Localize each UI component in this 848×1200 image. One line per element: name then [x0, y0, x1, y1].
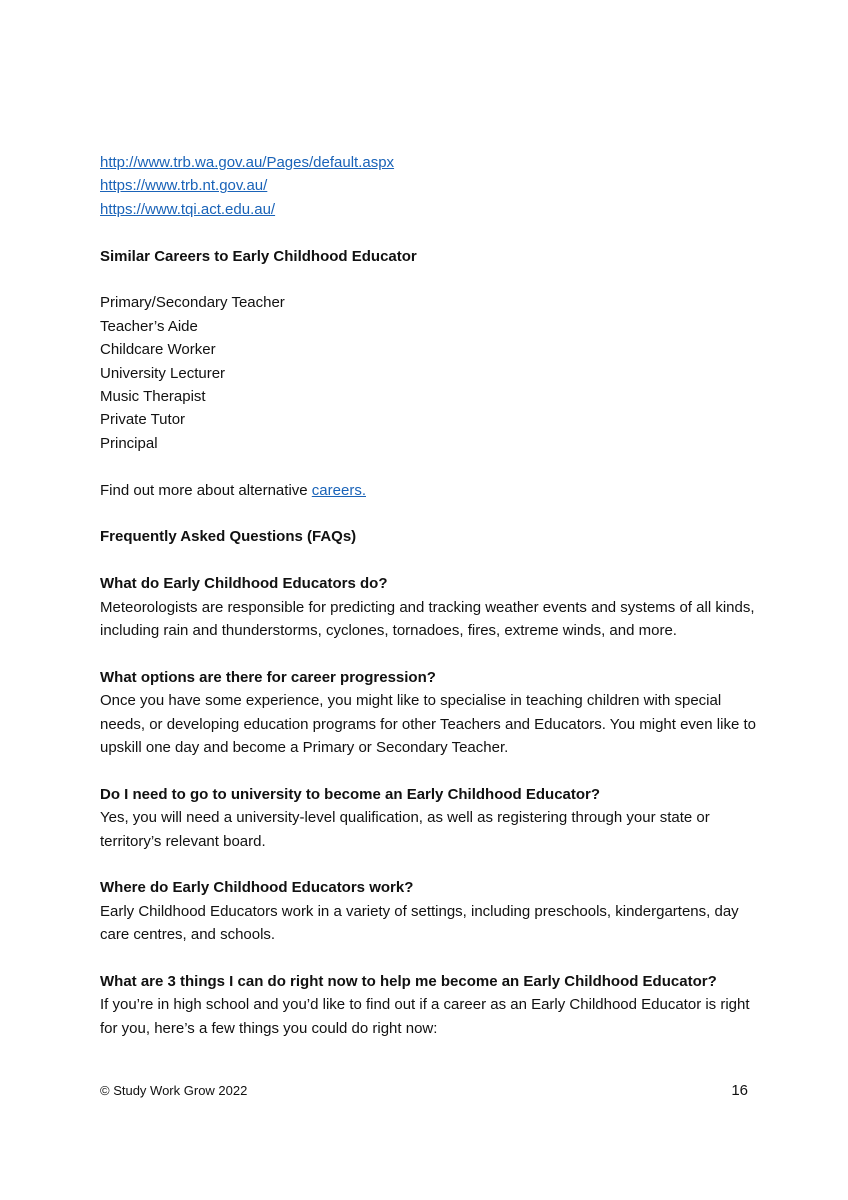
careers-link[interactable]: careers. [311, 481, 366, 499]
similar-careers-heading: Similar Careers to Early Childhood Educator [100, 247, 417, 265]
page-content [100, 151, 760, 1040]
list-item: Principal [100, 434, 158, 452]
faq-item [100, 783, 760, 853]
list-item: University Lecturer [100, 364, 226, 382]
footer-copyright: © Study Work Grow 2022 [100, 1083, 248, 1098]
spacer [100, 759, 760, 782]
link-tqi-act[interactable]: https://www.tqi.act.edu.au/ [100, 200, 276, 218]
link-trb-nt[interactable]: https://www.trb.nt.gov.au/ [100, 177, 268, 195]
find-out-more-text: Find out more about alternative [100, 481, 312, 499]
faq-item [100, 876, 760, 946]
list-item: Primary/Secondary Teacher [100, 294, 285, 312]
faq-answer: If you’re in high school and you’d like to find out if a career as an Early Childhood Educator is right for you, here’s a few things you could do right now: [100, 996, 750, 1037]
faq-question: Where do Early Childhood Educators work? [100, 879, 414, 897]
link-trb-wa[interactable]: http://www.trb.wa.gov.au/Pages/default.aspx [100, 154, 395, 171]
faq-question: What options are there for career progression? [100, 668, 436, 686]
spacer [100, 853, 760, 876]
faq-question: What are 3 things I can do right now to help me become an Early Childhood Educator? [100, 973, 717, 991]
faq-answer: Early Childhood Educators work in a variety of settings, including preschools, kindergartens, day care centres, and schools. [100, 902, 739, 944]
list-item: Teacher’s Aide [100, 317, 198, 335]
spacer [100, 221, 760, 244]
faq-answer: Meteorologists are responsible for predicting and tracking weather events and systems of all kinds, including rain and thunderstorms, cyclones, tornadoes, fires, extreme winds, and more. [100, 598, 755, 640]
faq-item [100, 572, 760, 642]
list-item: Childcare Worker [100, 341, 216, 359]
spacer [100, 549, 760, 572]
faq-item [100, 666, 760, 760]
list-item: Private Tutor [100, 411, 186, 429]
list-item: Music Therapist [100, 388, 206, 406]
faq-question: Do I need to go to university to become an Early Childhood Educator? [100, 785, 601, 803]
similar-careers-list [100, 291, 760, 455]
spacer [100, 947, 760, 970]
spacer [100, 455, 760, 478]
faqs-heading: Frequently Asked Questions (FAQs) [100, 528, 357, 546]
find-out-more [100, 479, 760, 502]
page-number: 16 [731, 1082, 748, 1099]
faq-question: What do Early Childhood Educators do? [100, 575, 388, 593]
faq-answer: Once you have some experience, you might like to specialise in teaching children with special needs, or developing education programs for other Teachers and Educators. You might even like to upskill one day and become a Primary or Secondary Teacher. [100, 692, 756, 757]
faq-item [100, 970, 760, 1040]
spacer [100, 268, 760, 291]
spacer [100, 502, 760, 525]
faq-answer: Yes, you will need a university-level qualification, as well as registering through your state or territory’s relevant board. [100, 809, 710, 850]
spacer [100, 642, 760, 665]
